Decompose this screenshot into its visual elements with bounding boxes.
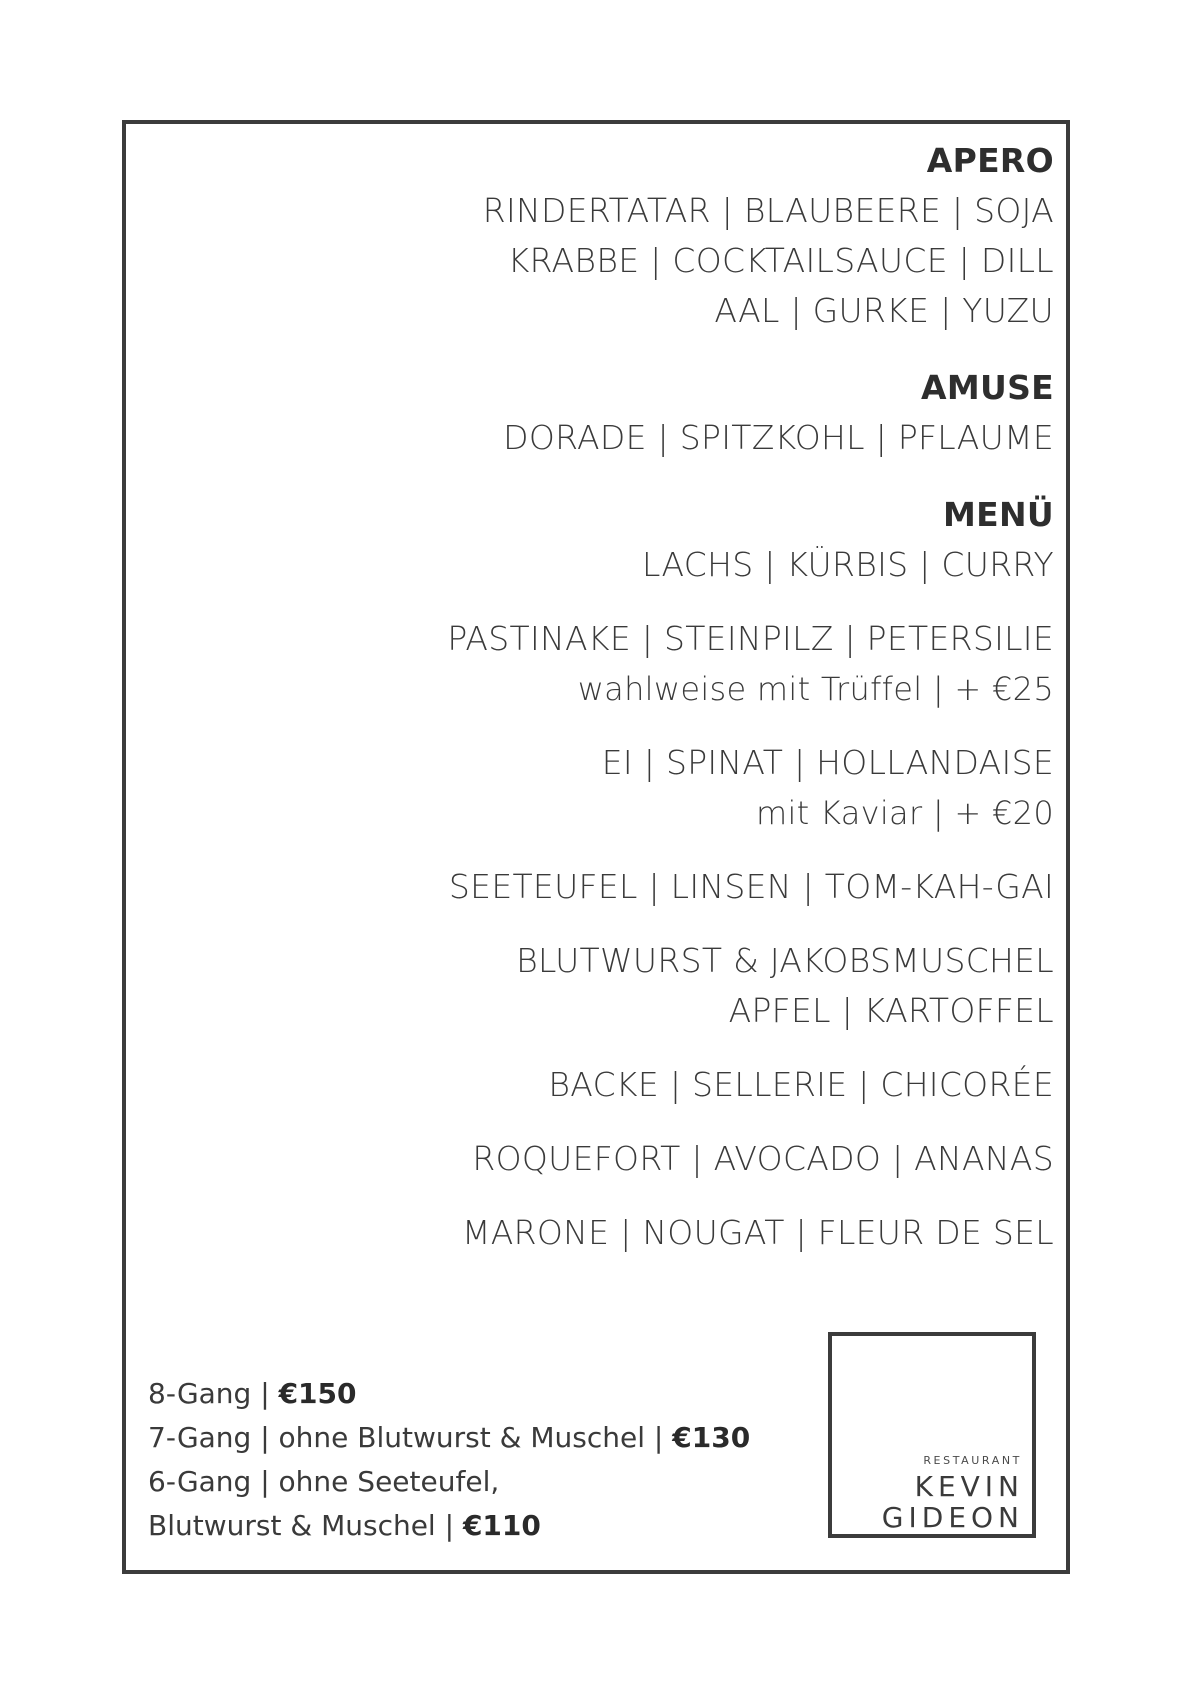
amuse-item: DORADE | SPITZKOHL | PFLAUME [503,418,1054,457]
menu-content [234,136,1054,1258]
apero-item: AAL | GURKE | YUZU [714,291,1054,330]
course-title: EI | SPINAT | HOLLANDAISE [601,743,1054,782]
course-title: PASTINAKE | STEINPILZ | PETERSILIE [447,619,1054,658]
price-row [148,1504,750,1548]
course-note: mit Kaviar | + €20 [756,794,1054,832]
logo-restaurant-label: RESTAURANT [923,1454,1022,1467]
course [234,1134,1054,1184]
course [234,1208,1054,1258]
course-note: wahlweise mit Trüffel | + €25 [577,670,1054,708]
logo-last-name: GIDEON [881,1501,1024,1534]
price-label: 8-Gang | [148,1377,279,1410]
price-value: €130 [672,1421,751,1454]
course [234,862,1054,912]
course-title: LACHS | KÜRBIS | CURRY [642,545,1054,584]
course [234,936,1054,1036]
pricing-list [148,1372,750,1548]
apero-item: KRABBE | COCKTAILSAUCE | DILL [507,241,1054,280]
course-title: MARONE | NOUGAT | FLEUR DE SEL [462,1213,1054,1252]
price-value: €110 [462,1509,541,1542]
section-heading-apero: APERO [926,141,1054,180]
course-title: SEETEUFEL | LINSEN | TOM-KAH-GAI [448,867,1054,906]
course-note: APFEL | KARTOFFEL [728,991,1054,1030]
price-row [148,1372,750,1416]
price-row [148,1460,750,1504]
price-label: 6-Gang | ohne Seeteufel, [148,1465,500,1498]
amuse-section [234,363,1054,463]
restaurant-logo [828,1332,1036,1538]
price-label: 7-Gang | ohne Blutwurst & Muschel | [148,1421,673,1454]
menu-section [234,490,1054,590]
price-label: Blutwurst & Muschel | [148,1509,463,1542]
logo-first-name: KEVIN [914,1470,1024,1503]
section-heading-menu: MENÜ [943,495,1054,534]
price-value: €150 [278,1377,357,1410]
course-title: ROQUEFORT | AVOCADO | ANANAS [472,1139,1054,1178]
course-title: BLUTWURST & JAKOBSMUSCHEL [516,941,1054,980]
course [234,738,1054,838]
apero-item: RINDERTATAR | BLAUBEERE | SOJA [482,191,1054,230]
course [234,1060,1054,1110]
section-heading-amuse: AMUSE [921,368,1054,407]
price-row [148,1416,750,1460]
course [234,614,1054,714]
course-title: BACKE | SELLERIE | CHICORÉE [548,1065,1054,1104]
